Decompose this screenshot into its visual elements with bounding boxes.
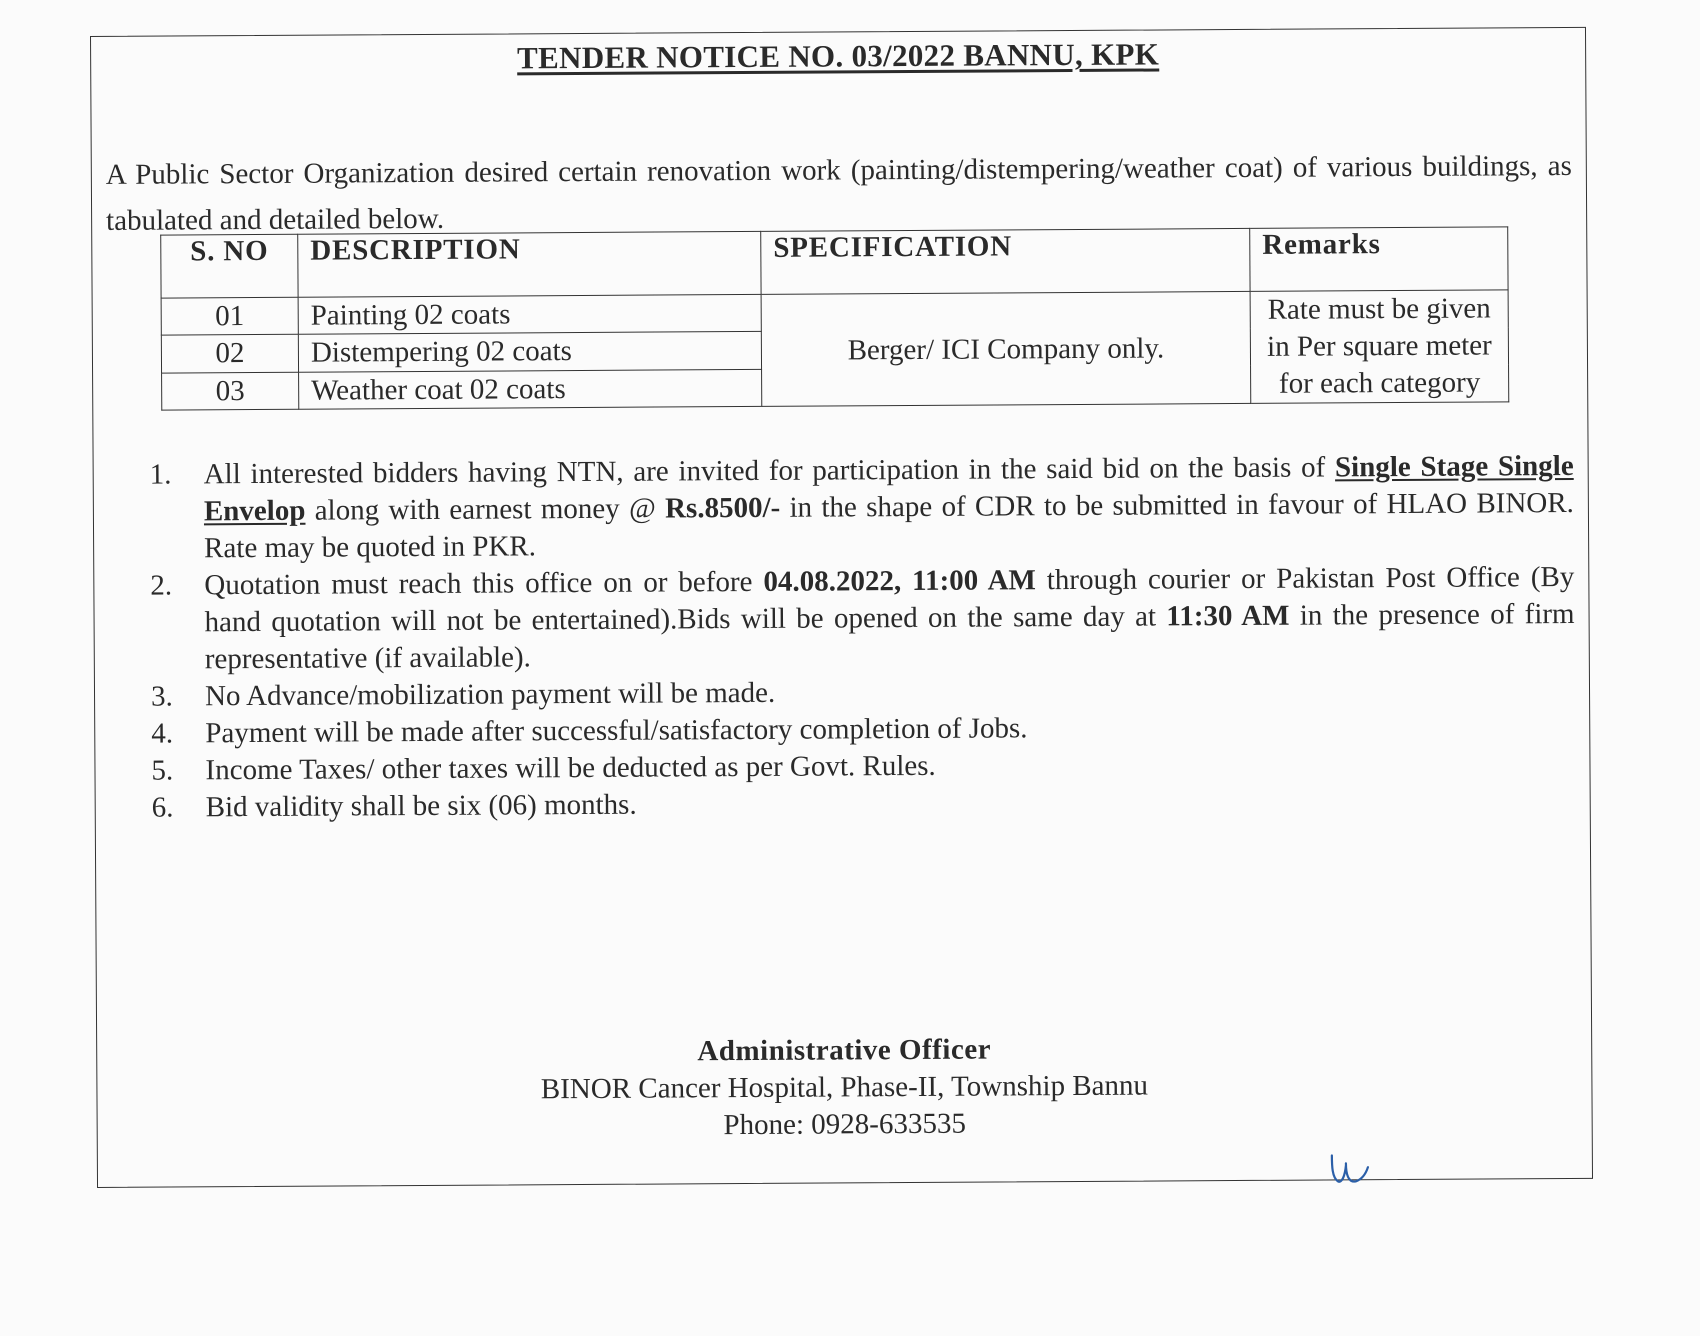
term-text: in the presence of firm representative (if available). [204,597,1575,676]
opening-time: 11:30 AM [1166,599,1290,633]
notice-title-text: TENDER NOTICE NO. 03/2022 BANNU, KPK [517,36,1160,76]
organization-address: BINOR Cancer Hospital, Phase-II, Township Bannu [540,1069,1149,1106]
term-text: Bid validity shall be six (06) months. [205,788,637,824]
initials-stroke [1332,1155,1368,1182]
term-text: Income Taxes/ other taxes will be deducted as per Govt. Rules. [205,749,936,787]
specification-cell: Berger/ ICI Company only. [761,291,1251,406]
bid-basis: Single Stage Single Envelop [203,449,1574,528]
term-number: 2. [150,569,173,602]
header-specification: SPECIFICATION [761,228,1250,294]
handwritten-initials-icon [1326,1151,1372,1187]
term-number: 4. [151,717,174,750]
term-text: along with earnest money @ [305,492,666,527]
term-item [152,781,1576,827]
row-description: Weather coat 02 coats [299,369,762,409]
table-header-row [161,227,1508,298]
header-sno: S. NO [161,234,298,298]
term-item [150,559,1575,679]
work-table [160,226,1509,410]
header-remarks: Remarks [1250,227,1508,292]
term-item [150,448,1575,568]
table-row [161,290,1508,336]
signature-block [97,1028,1592,1148]
row-sno: 02 [161,335,298,373]
deadline: 04.08.2022, 11:00 AM [763,564,1036,598]
phone-number: Phone: 0928-633535 [723,1107,966,1142]
term-number: 1. [149,458,172,491]
remarks-cell: Rate must be given in Per square meter for each category [1250,290,1509,404]
row-sno: 01 [161,297,298,335]
term-text: Quotation must reach this office on or before [204,565,764,602]
term-text: No Advance/mobilization payment will be made. [204,676,776,713]
row-sno: 03 [162,372,299,410]
term-text: Payment will be made after successful/satisfactory completion of Jobs. [205,712,1028,750]
term-number: 3. [150,680,173,713]
earnest-money: Rs.8500/- [664,491,781,525]
notice-title [91,34,1585,79]
term-text: in the shape of CDR to be submitted in favour of HLAO BINOR. Rate may be quoted in PKR. [204,486,1574,565]
intro-paragraph: A Public Sector Organization desired certain renovation work (painting/distempering/weather coat) of various buildings, as tabulated and detailed below. [105,149,1572,237]
tender-notice [90,27,1593,1188]
terms-list [150,448,1576,827]
row-description: Distempering 02 coats [298,332,761,372]
row-description: Painting 02 coats [298,294,761,334]
term-number: 6. [151,791,174,824]
header-description: DESCRIPTION [298,231,761,297]
term-number: 5. [151,754,174,787]
officer-title: Administrative Officer [697,1033,992,1068]
term-text: All interested bidders having NTN, are invited for participation in the said bid on the basis of [203,451,1336,491]
term-text: through courier or Pakistan Post Office (By hand quotation will not be entertained).Bids will be opened on the same day at [204,560,1575,639]
